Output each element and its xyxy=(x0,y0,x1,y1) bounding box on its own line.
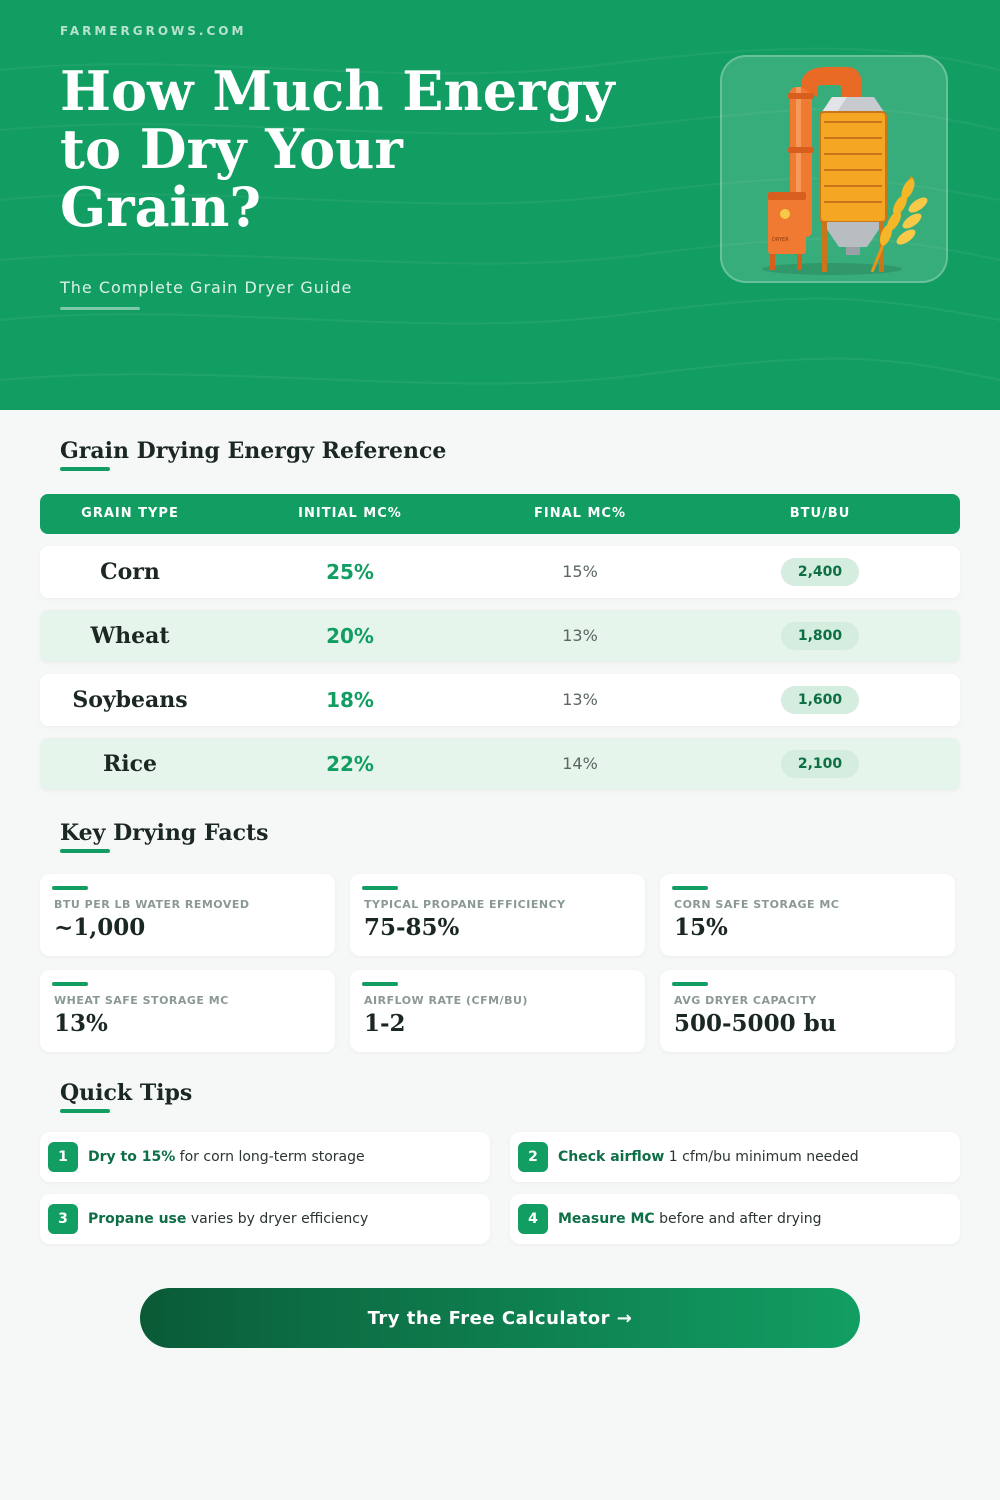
fact-accent-bar xyxy=(362,886,398,890)
grain-name: Rice xyxy=(102,751,158,777)
btu-badge: 1,600 xyxy=(781,686,859,714)
tips-section-title: Quick Tips xyxy=(60,1080,193,1106)
final-mc: 15% xyxy=(562,562,598,581)
column-header-btu: BTU/BU xyxy=(789,506,851,521)
fact-card xyxy=(660,970,955,1052)
tip-item xyxy=(40,1132,490,1182)
page-subtitle: The Complete Grain Dryer Guide xyxy=(60,278,353,297)
fact-label: AIRFLOW RATE (CFM/BU) xyxy=(364,994,528,1007)
table-header xyxy=(40,494,960,534)
final-mc: 14% xyxy=(562,754,598,773)
column-header-grain-type: GRAIN TYPE xyxy=(81,506,179,521)
tip-detail: for corn long-term storage xyxy=(175,1149,365,1165)
table-section-title: Grain Drying Energy Reference xyxy=(60,438,447,464)
free-calculator-button[interactable]: Try the Free Calculator → xyxy=(140,1288,860,1348)
tip-number: 3 xyxy=(48,1204,78,1234)
column-header-initial-mc: INITIAL MC% xyxy=(298,506,402,521)
fact-label: TYPICAL PROPANE EFFICIENCY xyxy=(364,898,566,911)
tip-detail: varies by dryer efficiency xyxy=(186,1211,369,1227)
tip-number: 2 xyxy=(518,1142,548,1172)
fact-value: 75-85% xyxy=(364,914,460,941)
grain-dryer-icon xyxy=(722,57,946,281)
initial-mc: 25% xyxy=(326,560,374,584)
table-row xyxy=(40,546,960,598)
subtitle-underline xyxy=(60,307,140,310)
grain-name: Wheat xyxy=(90,623,170,649)
final-mc: 13% xyxy=(562,690,598,709)
fact-label: BTU PER LB WATER REMOVED xyxy=(54,898,250,911)
final-mc: 13% xyxy=(562,626,598,645)
fact-value: ~1,000 xyxy=(54,914,146,941)
tip-highlight: Check airflow xyxy=(558,1149,665,1165)
fact-accent-bar xyxy=(52,982,88,986)
tip-item xyxy=(510,1132,960,1182)
tip-number: 1 xyxy=(48,1142,78,1172)
column-header-final-mc: FINAL MC% xyxy=(534,506,626,521)
tip-highlight: Propane use xyxy=(88,1211,187,1227)
tip-text xyxy=(558,1132,859,1182)
btu-badge: 1,800 xyxy=(781,622,859,650)
page-title: How Much Energy to Dry Your Grain? xyxy=(60,59,615,239)
fact-value: 500-5000 bu xyxy=(674,1010,837,1037)
facts-section-title: Key Drying Facts xyxy=(60,820,269,846)
fact-value: 1-2 xyxy=(364,1010,406,1037)
fact-card xyxy=(40,970,335,1052)
fact-accent-bar xyxy=(362,982,398,986)
tips-title-underline xyxy=(60,1109,110,1113)
fact-accent-bar xyxy=(672,886,708,890)
fact-accent-bar xyxy=(52,886,88,890)
btu-badge: 2,400 xyxy=(781,558,859,586)
fact-value: 15% xyxy=(674,914,728,941)
tip-highlight: Dry to 15% xyxy=(88,1149,176,1165)
tip-detail: before and after drying xyxy=(654,1211,822,1227)
table-row xyxy=(40,610,960,662)
facts-title-underline xyxy=(60,849,110,853)
tip-text xyxy=(558,1194,822,1244)
btu-badge: 2,100 xyxy=(781,750,859,778)
hero-banner xyxy=(0,0,1000,410)
table-row xyxy=(40,674,960,726)
site-name: FARMERGROWS.COM xyxy=(60,24,247,38)
tip-item xyxy=(40,1194,490,1244)
grain-name: Soybeans xyxy=(72,687,188,713)
tip-detail: 1 cfm/bu minimum needed xyxy=(664,1149,859,1165)
fact-card xyxy=(350,874,645,956)
fact-accent-bar xyxy=(672,982,708,986)
tip-item xyxy=(510,1194,960,1244)
dryer-badge-text: DRYER xyxy=(772,237,789,243)
tip-number: 4 xyxy=(518,1204,548,1234)
fact-label: CORN SAFE STORAGE MC xyxy=(674,898,840,911)
dryer-illustration-card xyxy=(720,55,948,283)
fact-card xyxy=(660,874,955,956)
tip-text xyxy=(88,1194,368,1244)
fact-value: 13% xyxy=(54,1010,108,1037)
tip-highlight: Measure MC xyxy=(558,1211,655,1227)
fact-label: AVG DRYER CAPACITY xyxy=(674,994,817,1007)
initial-mc: 20% xyxy=(326,624,374,648)
table-title-underline xyxy=(60,467,110,471)
table-row xyxy=(40,738,960,790)
fact-card xyxy=(40,874,335,956)
grain-name: Corn xyxy=(100,559,160,585)
initial-mc: 18% xyxy=(326,688,374,712)
fact-label: WHEAT SAFE STORAGE MC xyxy=(54,994,229,1007)
fact-card xyxy=(350,970,645,1052)
tip-text xyxy=(88,1132,365,1182)
initial-mc: 22% xyxy=(326,752,374,776)
